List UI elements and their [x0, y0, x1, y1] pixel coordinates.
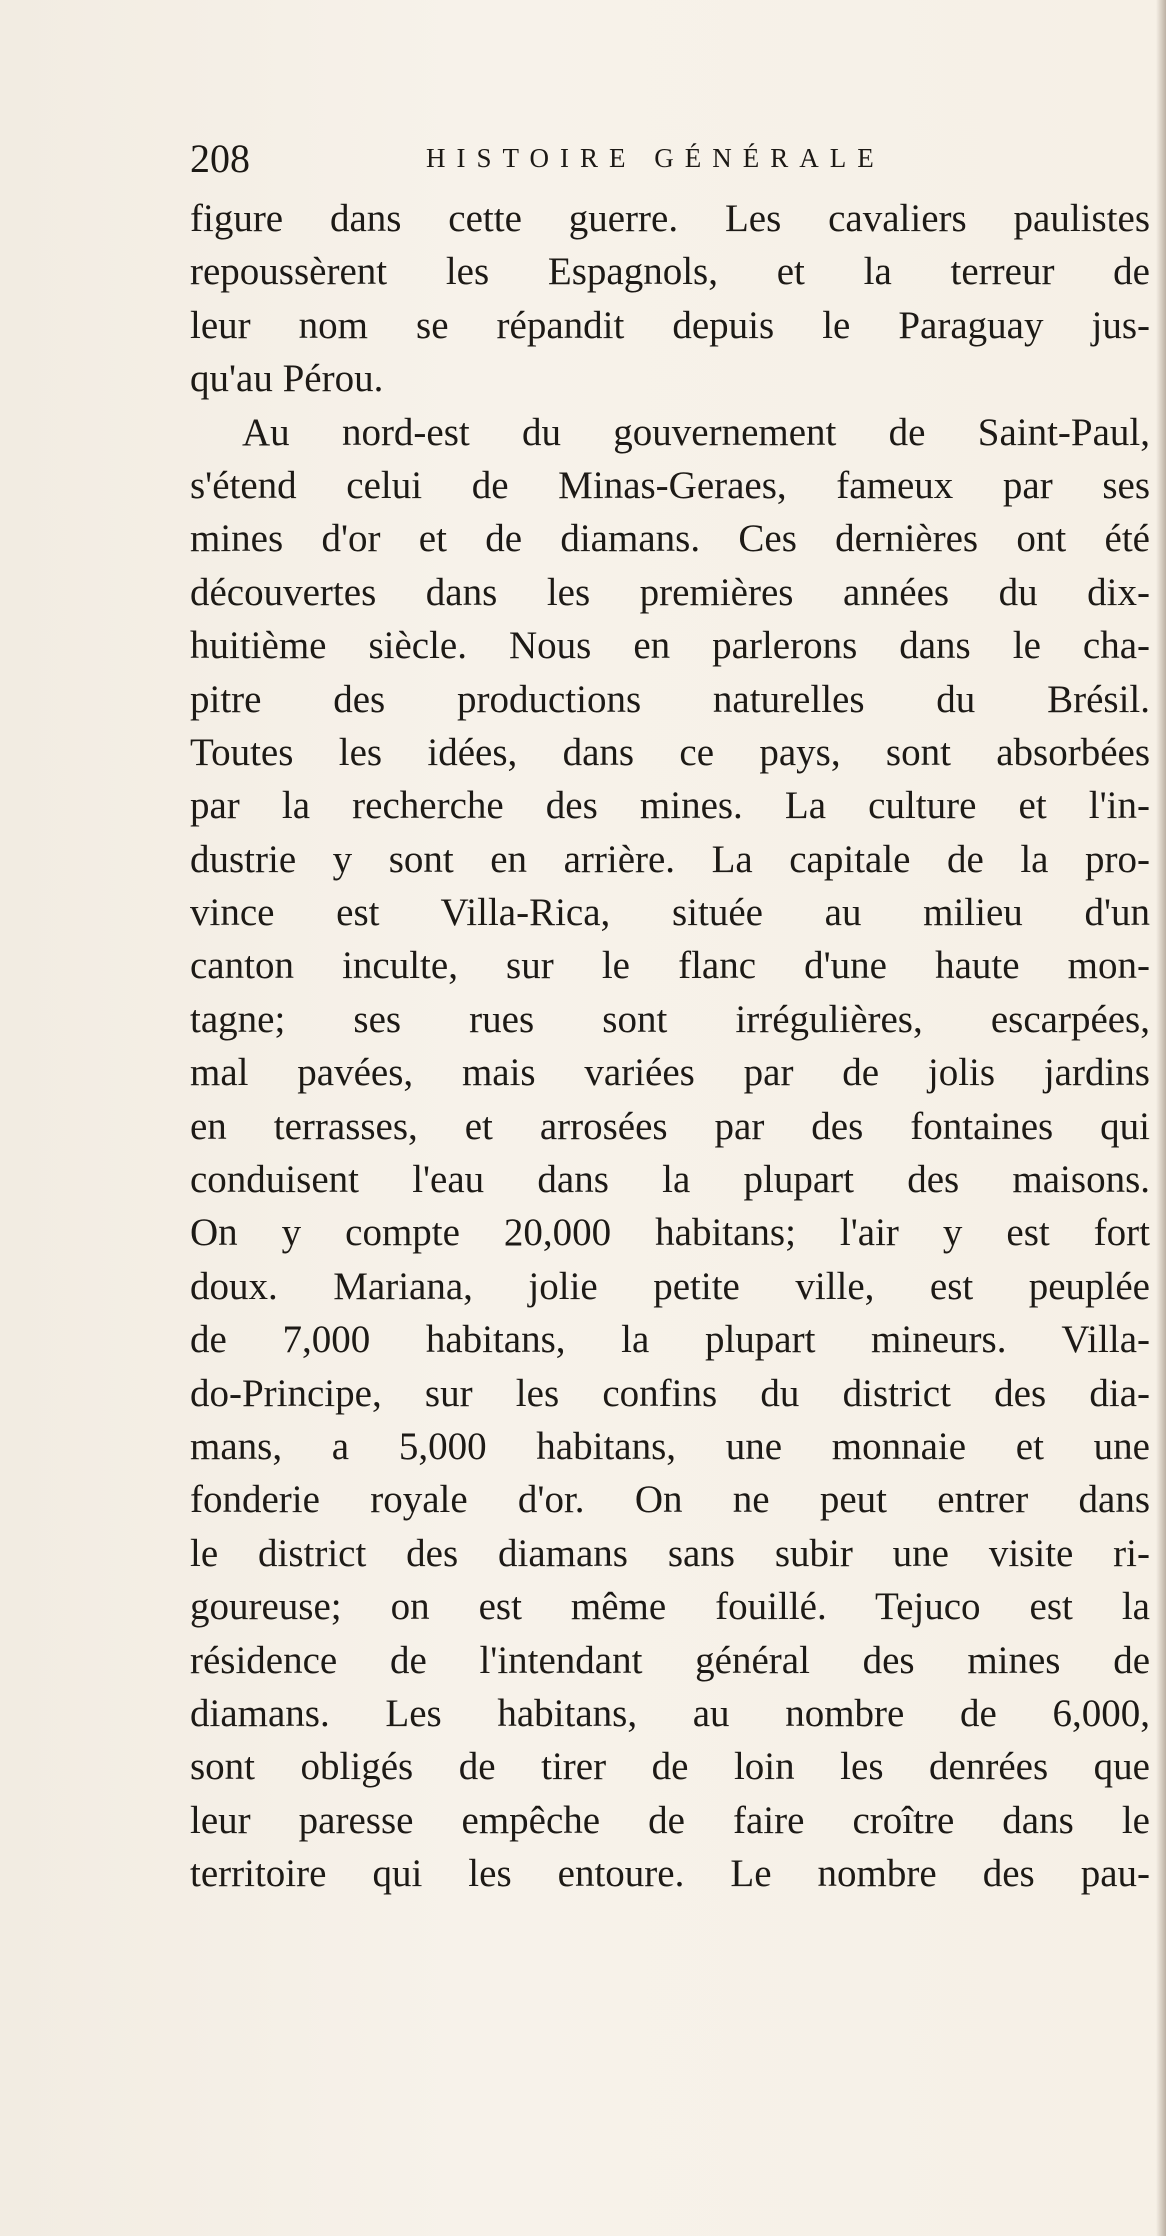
text-line: en terrasses, et arrosées par des fontaines qui: [190, 1104, 1150, 1148]
text-line: mal pavées, mais variées par de jolis jardins: [190, 1051, 1150, 1095]
text-line: de 7,000 habitans, la plupart mineurs. Villa-: [190, 1318, 1150, 1362]
page-gutter-shadow: [1156, 0, 1166, 2236]
page-number: 208: [190, 136, 250, 181]
text-line: canton inculte, sur le flanc d'une haute mon-: [190, 944, 1150, 988]
text-line: sont obligés de tirer de loin les denrées que: [190, 1745, 1150, 1789]
text-line: repoussèrent les Espagnols, et la terreur de: [190, 250, 1150, 294]
running-title: HISTOIRE GÉNÉRALE: [426, 143, 885, 173]
text-line: par la recherche des mines. La culture et l'in-: [190, 784, 1150, 828]
text-line: mans, a 5,000 habitans, une monnaie et une: [190, 1424, 1150, 1468]
text-line: dustrie y sont en arrière. La capitale de la pro-: [190, 837, 1150, 881]
text-line: doux. Mariana, jolie petite ville, est peuplée: [190, 1264, 1150, 1308]
text-line: résidence de l'intendant général des mines de: [190, 1638, 1150, 1682]
text-line: pitre des productions naturelles du Brésil.: [190, 677, 1150, 721]
text-line: do-Principe, sur les confins du district des dia-: [190, 1371, 1150, 1415]
text-line: fonderie royale d'or. On ne peut entrer dans: [190, 1478, 1150, 1522]
text-line: découvertes dans les premières années du dix-: [190, 570, 1150, 614]
text-line: diamans. Les habitans, au nombre de 6,000,: [190, 1691, 1150, 1735]
text-line: On y compte 20,000 habitans; l'air y est fort: [190, 1211, 1150, 1255]
text-line: leur paresse empêche de faire croître dans le: [190, 1798, 1150, 1842]
text-line: mines d'or et de diamans. Ces dernières ont été: [190, 517, 1150, 561]
text-line: tagne; ses rues sont irrégulières, escarpées,: [190, 997, 1150, 1041]
text-line: figure dans cette guerre. Les cavaliers paulistes: [190, 197, 1150, 240]
text-line: leur nom se répandit depuis le Paraguay jus-: [190, 303, 1150, 347]
text-line: conduisent l'eau dans la plupart des maisons.: [190, 1158, 1150, 1202]
text-line: qu'au Pérou.: [190, 357, 384, 401]
text-line: s'étend celui de Minas-Geraes, fameux par ses: [190, 463, 1150, 507]
text-line: Toutes les idées, dans ce pays, sont absorbées: [190, 730, 1150, 774]
text-line: vince est Villa-Rica, située au milieu d'un: [190, 891, 1150, 935]
text-line: le district des diamans sans subir une visite ri-: [190, 1531, 1150, 1575]
body-text: [190, 192, 1150, 1901]
text-line: goureuse; on est même fouillé. Tejuco est la: [190, 1585, 1150, 1629]
text-line: territoire qui les entoure. Le nombre des pau-: [190, 1852, 1150, 1896]
page-header: [190, 132, 1140, 186]
text-line: Au nord-est du gouvernement de Saint-Paul,: [242, 410, 1150, 454]
text-line: huitième siècle. Nous en parlerons dans le cha-: [190, 624, 1150, 668]
